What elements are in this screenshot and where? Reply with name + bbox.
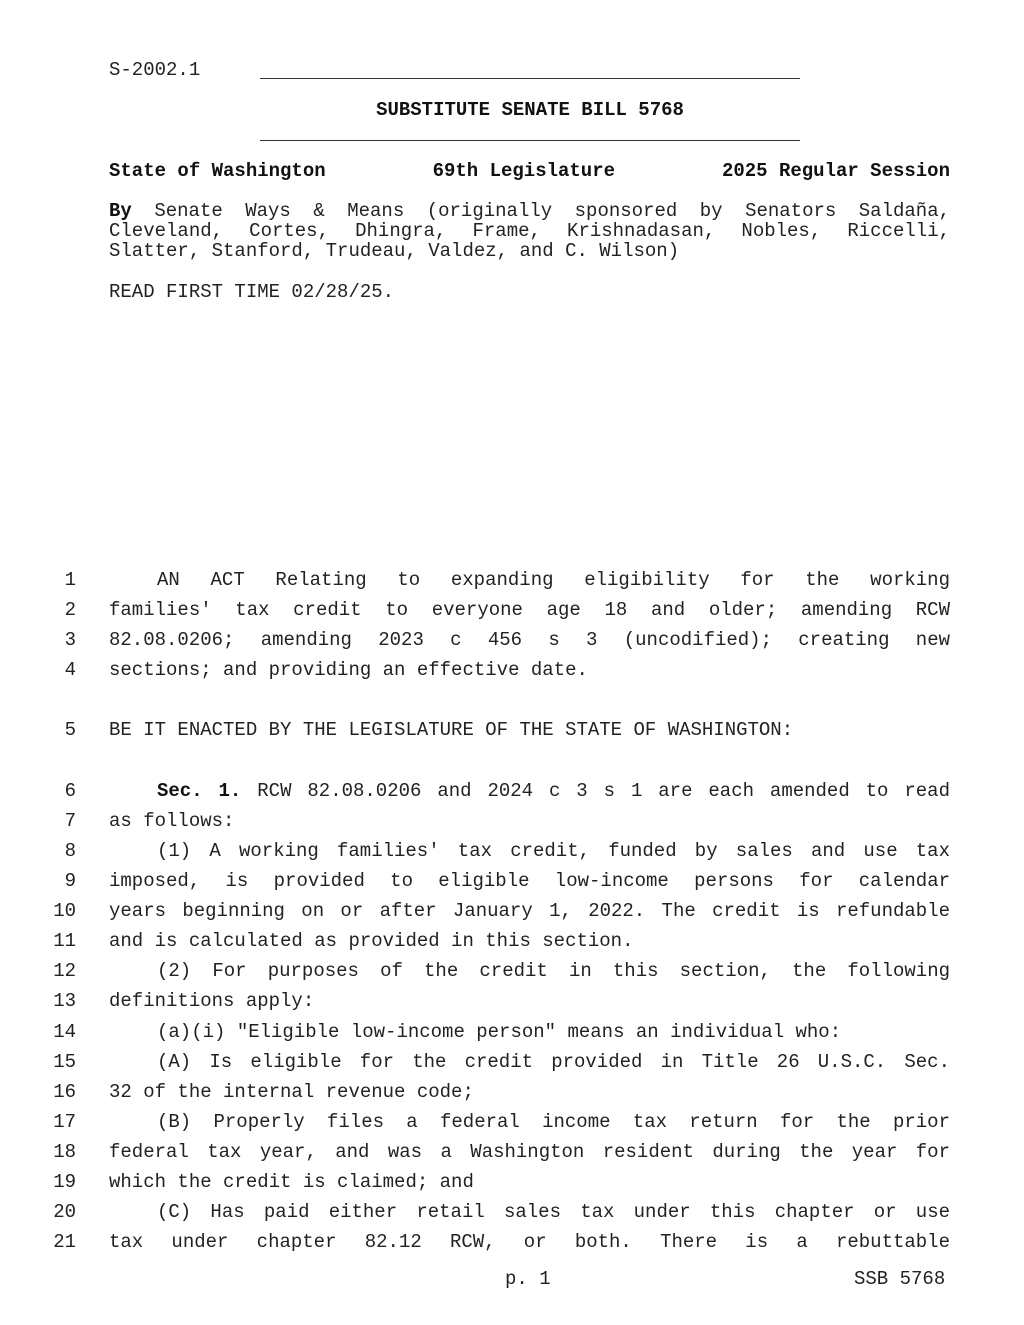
body-line: and is calculated as provided in this section. xyxy=(109,930,634,952)
line-number: 2 xyxy=(64,599,76,621)
state-name: State of Washington xyxy=(109,160,326,182)
title-rule-top xyxy=(260,78,800,79)
line-number: 6 xyxy=(64,780,76,802)
body-line: 82.08.0206; amending 2023 c 456 s 3 (uncodified); creating new xyxy=(109,629,950,651)
line-number: 14 xyxy=(53,1021,76,1043)
line-number: 3 xyxy=(64,629,76,651)
body-line: (B) Properly files a federal income tax return for the prior xyxy=(157,1111,950,1133)
line-number: 15 xyxy=(53,1051,76,1073)
session-row xyxy=(109,160,950,182)
body-line: AN ACT Relating to expanding eligibility for the working xyxy=(157,569,950,591)
line-number: 8 xyxy=(64,840,76,862)
line-number: 17 xyxy=(53,1111,76,1133)
body-line: families' tax credit to everyone age 18 and older; amending RCW xyxy=(109,599,950,621)
line-number: 7 xyxy=(64,810,76,832)
line-number: 9 xyxy=(64,870,76,892)
line-number: 4 xyxy=(64,659,76,681)
section-label: Sec. 1. xyxy=(157,780,242,802)
line-number: 10 xyxy=(53,900,76,922)
line-number: 21 xyxy=(53,1231,76,1253)
body-line: imposed, is provided to eligible low-income persons for calendar xyxy=(109,870,950,892)
line-number: 19 xyxy=(53,1171,76,1193)
sponsor-line: Cleveland, Cortes, Dhingra, Frame, Krishnadasan, Nobles, Riccelli, xyxy=(109,220,950,242)
body-line: (1) A working families' tax credit, funded by sales and use tax xyxy=(157,840,950,862)
body-line: years beginning on or after January 1, 2022. The credit is refundable xyxy=(109,900,950,922)
line-number: 18 xyxy=(53,1141,76,1163)
document-id: S-2002.1 xyxy=(109,59,201,81)
legislature-number: 69th Legislature xyxy=(432,160,616,182)
line-number: 20 xyxy=(53,1201,76,1223)
line-number: 5 xyxy=(64,719,76,741)
read-first-time: READ FIRST TIME 02/28/25. xyxy=(109,281,395,303)
enacting-clause: BE IT ENACTED BY THE LEGISLATURE OF THE STATE OF WASHINGTON: xyxy=(109,719,794,741)
session-name: 2025 Regular Session xyxy=(721,160,950,182)
title-rule-bottom xyxy=(260,140,800,141)
line-number: 16 xyxy=(53,1081,76,1103)
page-number: p. 1 xyxy=(505,1268,551,1290)
body-line: (a)(i) "Eligible low-income person" means an individual who: xyxy=(157,1021,842,1043)
body-line: tax under chapter 82.12 RCW, or both. There is a rebuttable xyxy=(109,1231,950,1253)
line-number: 12 xyxy=(53,960,76,982)
body-line: 32 of the internal revenue code; xyxy=(109,1081,474,1103)
bill-title: SUBSTITUTE SENATE BILL 5768 xyxy=(376,99,684,121)
body-line: federal tax year, and was a Washington resident during the year for xyxy=(109,1141,950,1163)
body-line: which the credit is claimed; and xyxy=(109,1171,474,1193)
body-line: as follows: xyxy=(109,810,235,832)
by-label: By xyxy=(109,200,132,222)
body-line: definitions apply: xyxy=(109,990,315,1012)
sponsor-line: Slatter, Stanford, Trudeau, Valdez, and C. Wilson) xyxy=(109,240,680,262)
line-number: 11 xyxy=(53,930,76,952)
body-line: (2) For purposes of the credit in this section, the following xyxy=(157,960,950,982)
sponsor-line: By Senate Ways & Means (originally sponsored by Senators Saldaña, xyxy=(109,200,950,222)
line-number: 13 xyxy=(53,990,76,1012)
body-line: (C) Has paid either retail sales tax under this chapter or use xyxy=(157,1201,950,1223)
body-line: (A) Is eligible for the credit provided in Title 26 U.S.C. Sec. xyxy=(157,1051,950,1073)
section-heading-line: Sec. 1. RCW 82.08.0206 and 2024 c 3 s 1 are each amended to read xyxy=(157,780,950,802)
line-number: 1 xyxy=(64,569,76,591)
footer-bill-ref: SSB 5768 xyxy=(854,1268,946,1290)
body-line: sections; and providing an effective date. xyxy=(109,659,588,681)
